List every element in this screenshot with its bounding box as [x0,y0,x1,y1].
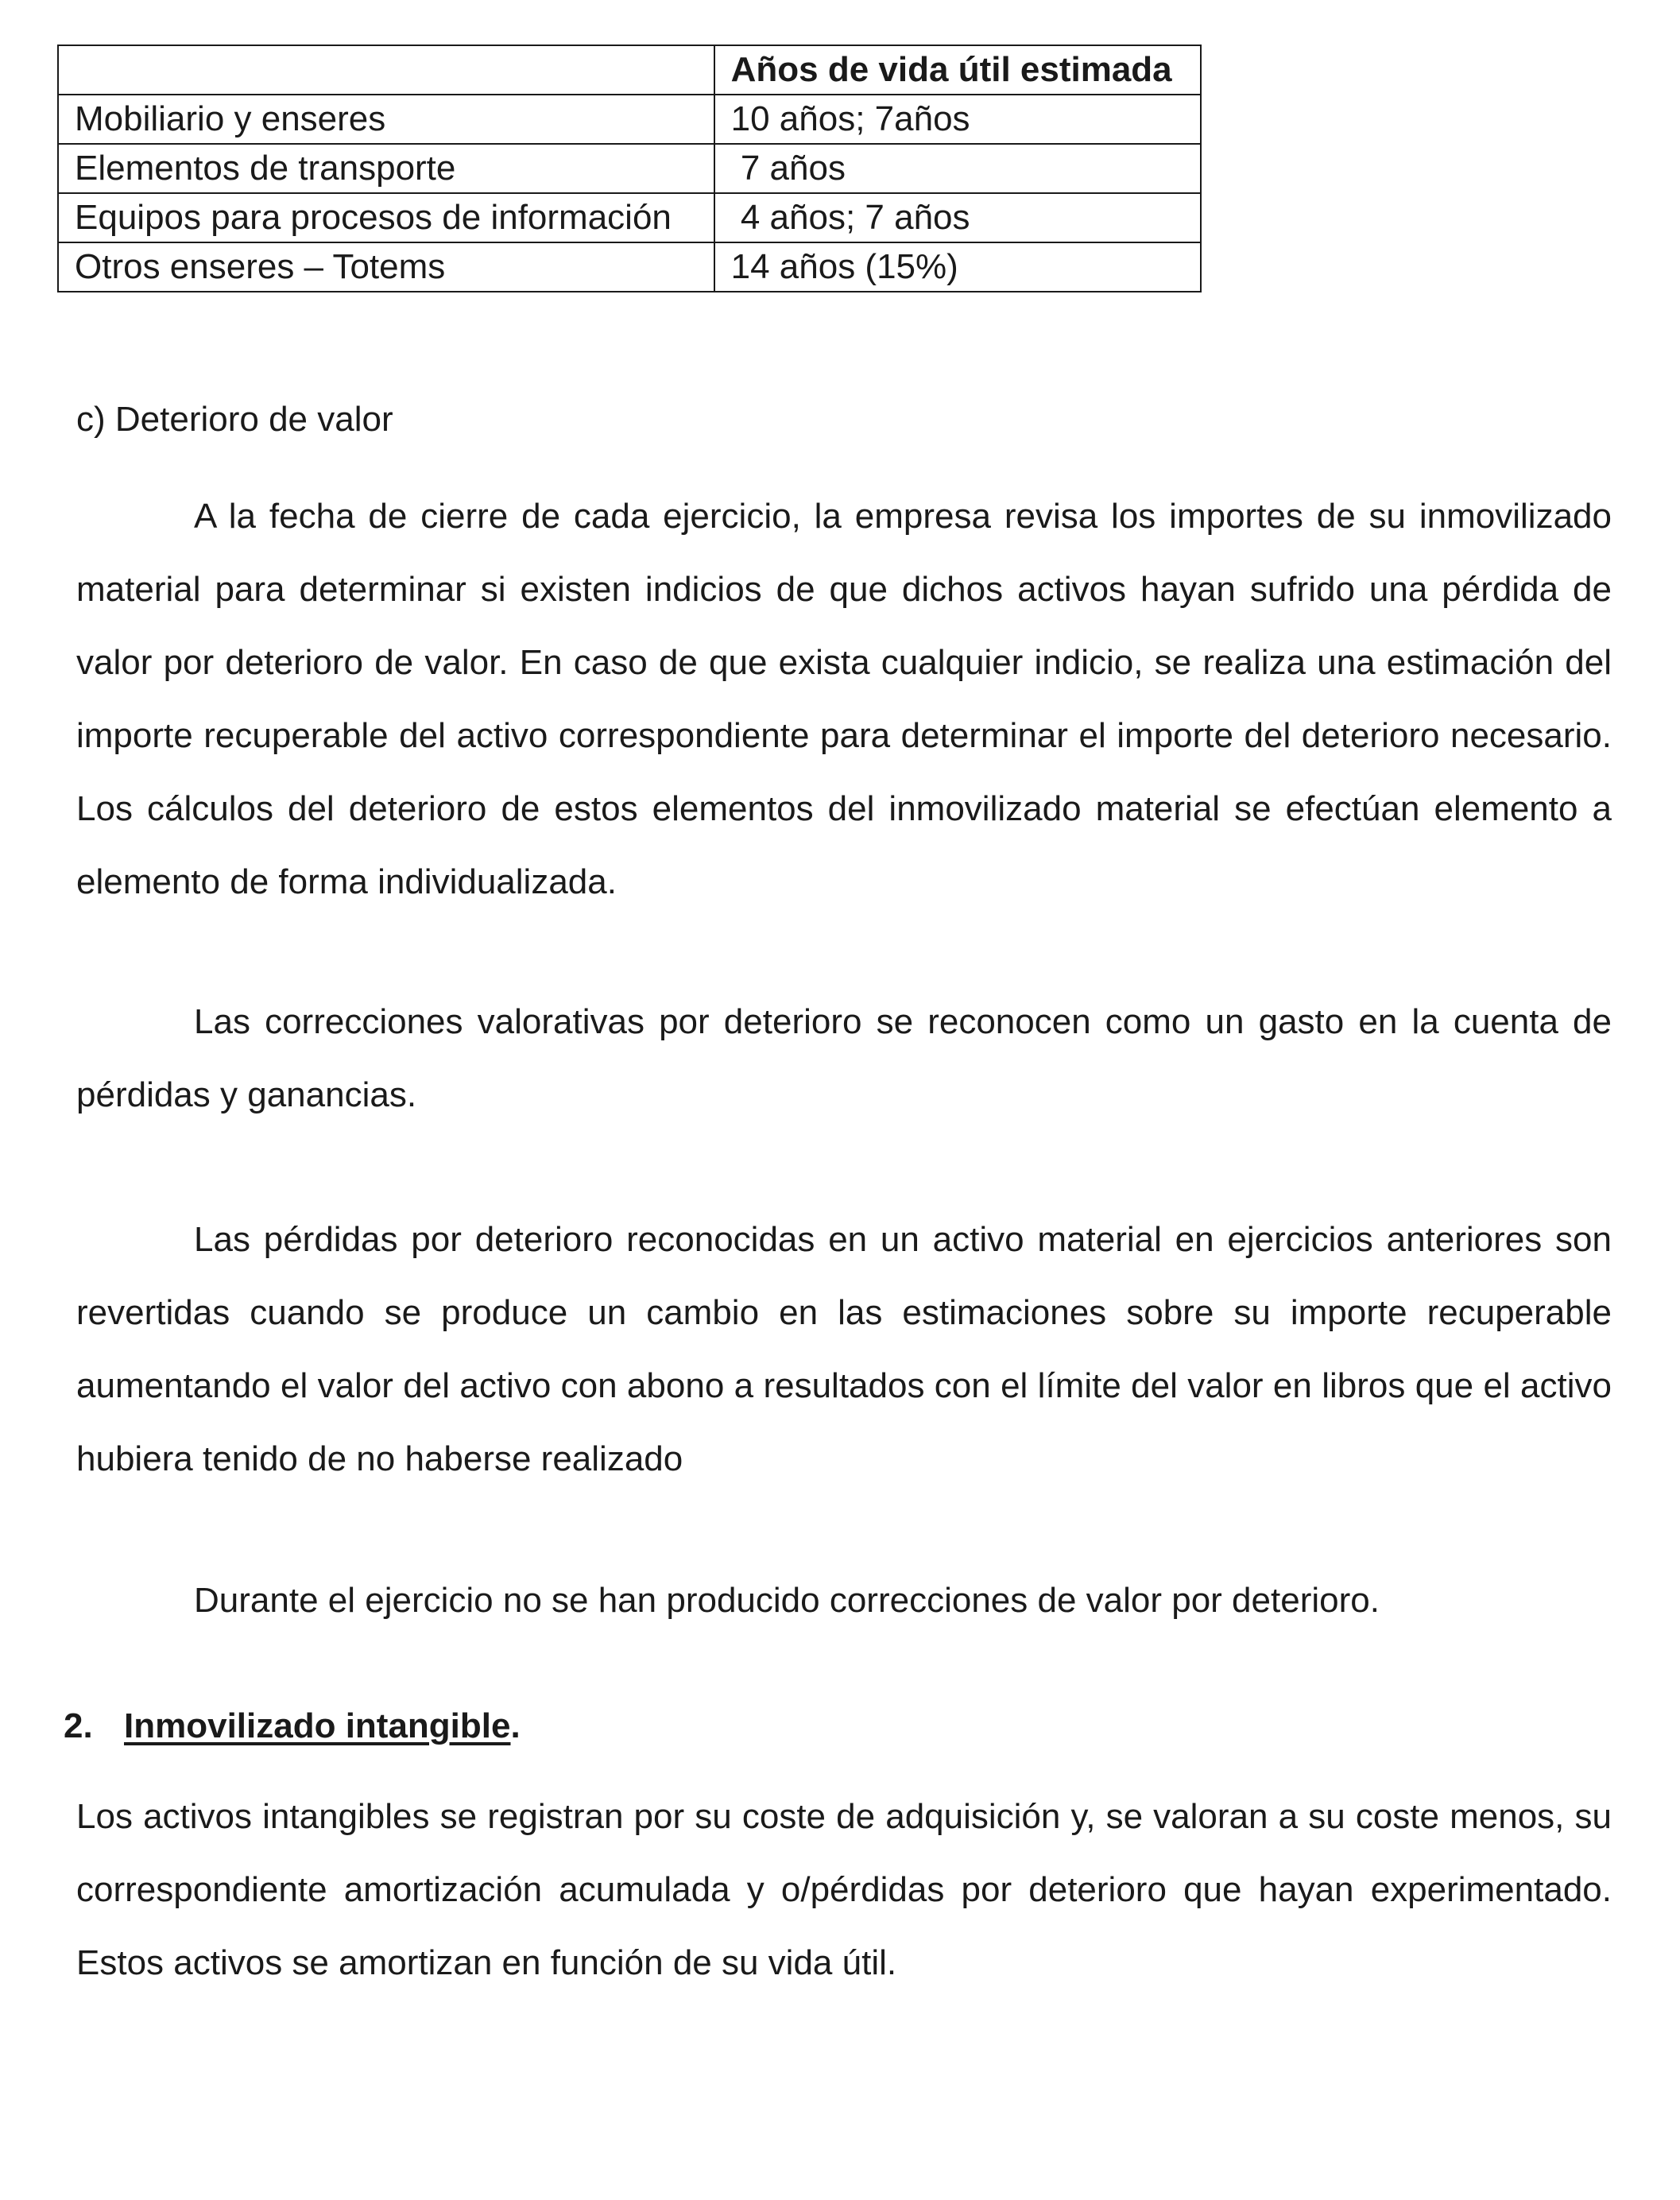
table-cell-asset: Mobiliario y enseres [58,95,714,144]
paragraph-no-impairment: Durante el ejercicio no se han producido correcciones de valor por deterioro. [194,1581,1380,1620]
table-row [58,242,1201,292]
table-cell-asset: Otros enseres – Totems [58,242,714,292]
section-title: Inmovilizado intangible [124,1706,511,1745]
paragraph-intangible-assets: Los activos intangibles se registran por su coste de adquisición y, se valoran a su coste menos, su correspondiente amortización acumulada y o/pérdidas por deterioro que hayan experimentado. Estos activos se amortizan en función de su vida útil. [76,1797,1612,1982]
section-heading-intangible [64,1702,521,1750]
table-cell-years: 7 años [714,144,1201,193]
table-row [58,95,1201,144]
table-cell-years: 10 años; 7años [714,95,1201,144]
section-title-period: . [510,1706,521,1745]
table-header-cell-asset [58,45,714,95]
paragraph-impairment-review: A la fecha de cierre de cada ejercicio, la empresa revisa los importes de su inmovilizado material para determinar si existen indicios de que dichos activos hayan sufrido una pérdida de valor por deterioro de valor. En caso de que exista cualquier indicio, se realiza una estimación del importe recuperable del activo correspondiente para determinar el importe del deterioro necesario. Los cálculos del deterioro de estos elementos del inmovilizado material se efectúan elemento a elemento de forma individualizada. [76,497,1612,901]
useful-life-table [57,45,1202,292]
section-number: 2. [64,1706,93,1745]
table-header-cell-years: Años de vida útil estimada [714,45,1201,95]
subsection-c-title: c) Deterioro de valor [76,400,393,439]
table-cell-years: 14 años (15%) [714,242,1201,292]
paragraph-impairment-expense: Las correcciones valorativas por deterioro se reconocen como un gasto en la cuenta de pérdidas y ganancias. [76,1002,1612,1114]
table-cell-asset: Equipos para procesos de información [58,193,714,242]
table-row [58,144,1201,193]
table-header-row [58,45,1201,95]
table-row [58,193,1201,242]
table-cell-years: 4 años; 7 años [714,193,1201,242]
paragraph-impairment-reversal: Las pérdidas por deterioro reconocidas en un activo material en ejercicios anteriores son revertidas cuando se produce un cambio en las estimaciones sobre su importe recuperable aumentando el valor del activo con abono a resultados con el límite del valor en libros que el activo hubiera tenido de no haberse realizado [76,1220,1612,1478]
table-cell-asset: Elementos de transporte [58,144,714,193]
